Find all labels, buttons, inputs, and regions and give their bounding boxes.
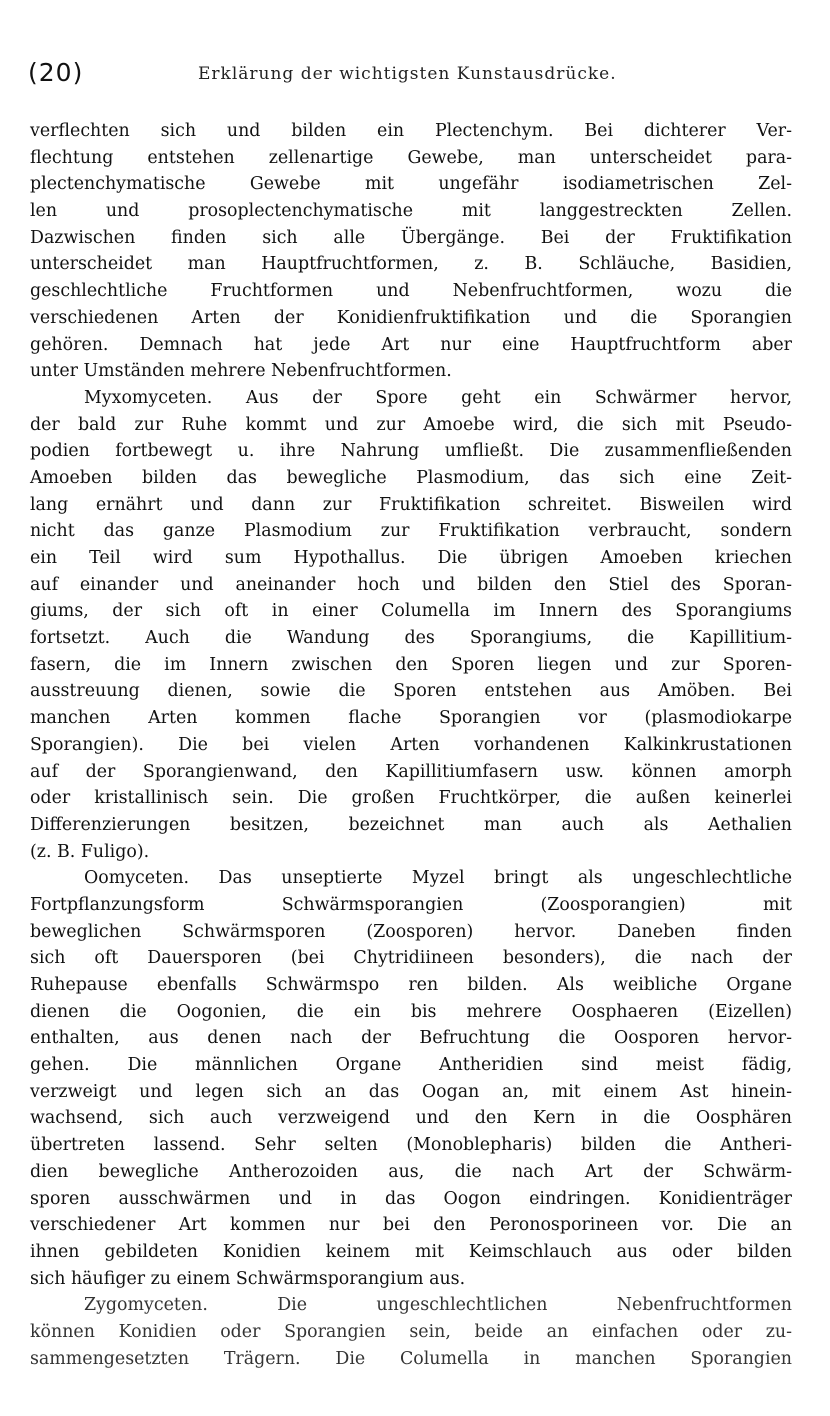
- text-line: Differenzierungen besitzen, bezeichnet man auch als Aethalien: [30, 814, 792, 835]
- text-line: manchen Arten kommen flache Sporangien vor (plasmodiokarpe: [30, 708, 792, 729]
- text-line: beweglichen Schwärmsporen (Zoosporen) hervor. Daneben finden: [30, 921, 792, 942]
- body-text: [30, 118, 792, 1372]
- text-line: übertreten lassend. Sehr selten (Monoblepharis) bilden die Antheri-: [30, 1135, 792, 1156]
- text-line: sporen ausschwärmen und in das Oogon eindringen. Konidienträger: [30, 1188, 792, 1209]
- text-line: Dazwischen finden sich alle Übergänge. Bei der Fruktifikation: [30, 227, 792, 248]
- text-line: lang ernährt und dann zur Fruktifikation schreitet. Bisweilen wird: [30, 494, 792, 515]
- text-line: (z. B. Fuligo).: [30, 841, 150, 862]
- text-line: ihnen gebildeten Konidien keinem mit Keimschlauch aus oder bilden: [30, 1241, 792, 1262]
- text-line: dienen die Oogonien, die ein bis mehrere Oosphaeren (Eizellen): [30, 1001, 792, 1022]
- text-line: nicht das ganze Plasmodium zur Fruktifikation verbraucht, sondern: [30, 521, 792, 542]
- text-line: sich oft Dauersporen (bei Chytridiineen besonders), die nach der: [30, 948, 792, 969]
- text-line: podien fortbewegt u. ihre Nahrung umfließt. Die zusammenfließenden: [30, 441, 792, 462]
- text-line: geschlechtliche Fruchtformen und Nebenfruchtformen, wozu die: [30, 281, 792, 302]
- text-line: wachsend, sich auch verzweigend und den Kern in die Oosphären: [30, 1108, 792, 1129]
- running-title: Erklärung der wichtigsten Kunstausdrücke.: [198, 64, 617, 84]
- text-line: auf der Sporangienwand, den Kapillitiumfasern usw. können amorph: [30, 761, 792, 782]
- text-line: Zygomyceten. Die ungeschlechtlichen Nebenfruchtformen: [84, 1295, 792, 1316]
- text-line: giums, der sich oft in einer Columella im Innern des Sporangiums: [30, 601, 792, 622]
- text-line: Myxomyceten. Aus der Spore geht ein Schwärmer hervor,: [84, 387, 792, 408]
- text-line: sammengesetzten Trägern. Die Columella in manchen Sporangien: [30, 1348, 792, 1369]
- text-line: unter Umständen mehrere Nebenfruchtformen.: [30, 361, 452, 382]
- page-number: (20): [28, 58, 84, 87]
- text-line: fortsetzt. Auch die Wandung des Sporangiums, die Kapillitium-: [30, 628, 792, 649]
- text-line: ausstreuung dienen, sowie die Sporen entstehen aus Amöben. Bei: [30, 681, 792, 702]
- text-line: gehen. Die männlichen Organe Antheridien sind meist fädig,: [30, 1055, 792, 1076]
- text-line: der bald zur Ruhe kommt und zur Amoebe wird, die sich mit Pseudo-: [30, 414, 792, 435]
- text-line: ein Teil wird sum Hypothallus. Die übrigen Amoeben kriechen: [30, 548, 792, 568]
- text-line: gehören. Demnach hat jede Art nur eine Hauptfruchtform aber: [30, 334, 792, 355]
- text-line: flechtung entstehen zellenartige Gewebe, man unterscheidet para-: [30, 147, 792, 168]
- text-line: unterscheidet man Hauptfruchtformen, z. B. Schläuche, Basidien,: [30, 254, 792, 275]
- text-line: fasern, die im Innern zwischen den Sporen liegen und zur Sporen-: [30, 654, 792, 675]
- text-line: Fortpflanzungsform Schwärmsporangien (Zoosporangien) mit: [30, 894, 792, 915]
- text-line: sich häufiger zu einem Schwärmsporangium aus.: [30, 1268, 466, 1289]
- text-line: verschiedenen Arten der Konidienfruktifikation und die Sporangien: [30, 307, 792, 328]
- text-line: verschiedener Art kommen nur bei den Peronosporineen vor. Die an: [30, 1215, 792, 1236]
- page-header: [28, 58, 802, 94]
- text-line: verzweigt und legen sich an das Oogan an, mit einem Ast hinein-: [30, 1081, 792, 1102]
- text-line: können Konidien oder Sporangien sein, beide an einfachen oder zu-: [30, 1321, 792, 1342]
- text-line: auf einander und aneinander hoch und bilden den Stiel des Sporan-: [30, 574, 792, 595]
- text-line: len und prosoplectenchymatische mit langgestreckten Zellen.: [30, 201, 792, 222]
- text-line: Oomyceten. Das unseptierte Myzel bringt als ungeschlechtliche: [84, 868, 792, 889]
- text-line: enthalten, aus denen nach der Befruchtung die Oosporen hervor-: [30, 1028, 792, 1049]
- text-line: oder kristallinisch sein. Die großen Fruchtkörper, die außen keinerlei: [30, 788, 792, 809]
- text-line: dien bewegliche Antherozoiden aus, die nach Art der Schwärm-: [30, 1161, 792, 1182]
- text-line: Amoeben bilden das bewegliche Plasmodium, das sich eine Zeit-: [30, 467, 792, 488]
- text-line: Ruhepause ebenfalls Schwärmspo ren bilden. Als weibliche Organe: [30, 975, 792, 995]
- text-line: plectenchymatische Gewebe mit ungefähr isodiametrischen Zel-: [30, 174, 792, 195]
- text-line: verflechten sich und bilden ein Plectenchym. Bei dichterer Ver-: [30, 121, 792, 141]
- text-line: Sporangien). Die bei vielen Arten vorhandenen Kalkinkrustationen: [30, 734, 792, 755]
